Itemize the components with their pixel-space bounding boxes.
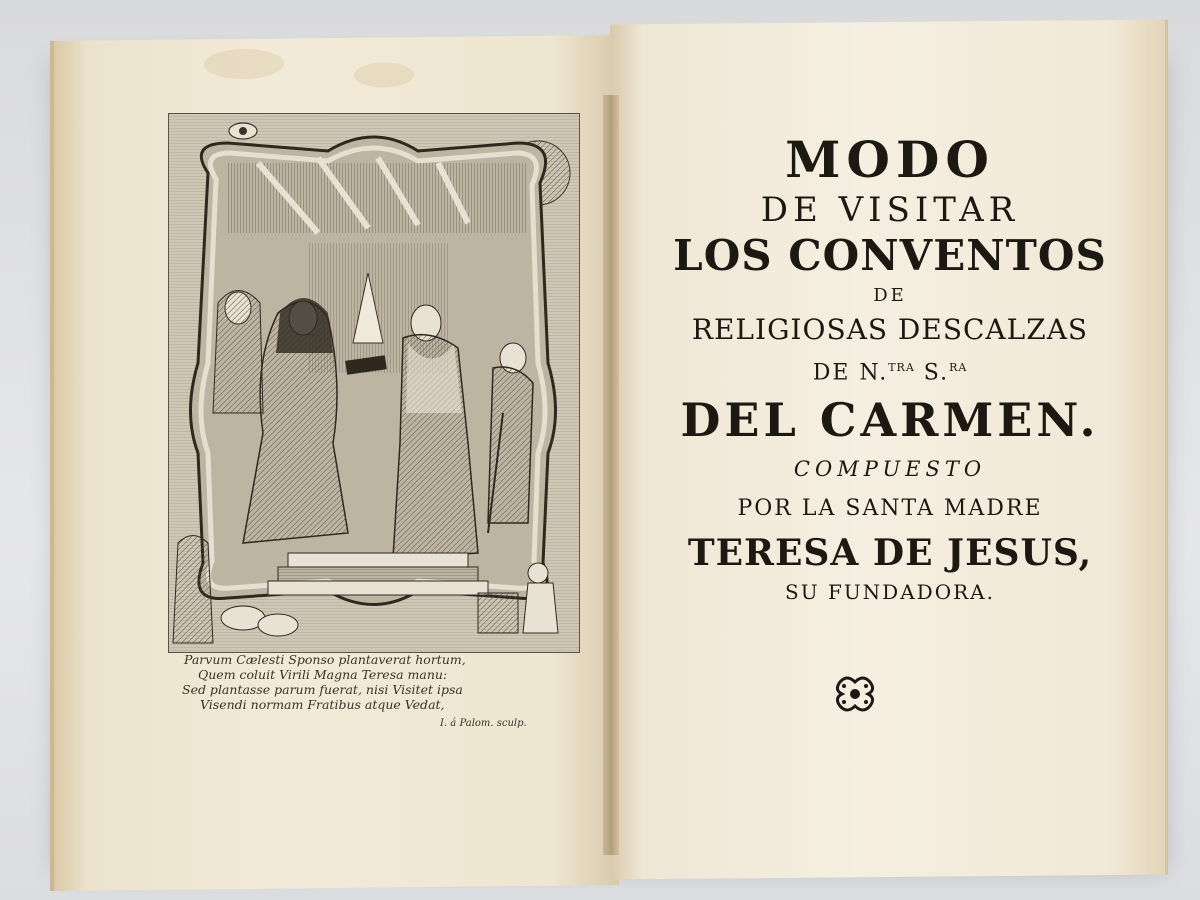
steps: [268, 553, 488, 595]
title-line-religiosas: RELIGIOSAS DESCALZAS: [691, 313, 1089, 346]
printers-ornament-icon: [832, 672, 878, 716]
nun-background-figure: [213, 291, 263, 414]
caption-line: Parvum Cælesti Sponso plantaverat hortum,: [184, 652, 466, 667]
title-line-fundadora: SU FUNDADORA.: [785, 580, 995, 605]
title-line-de: DE: [873, 285, 907, 306]
title-sra-prefix: S.: [914, 360, 950, 386]
frontispiece-engraving: [168, 113, 580, 653]
engraving-caption: [170, 652, 570, 729]
caption-line: Quem coluit Virili Magna Teresa manu:: [198, 667, 448, 682]
title-line-modo: MODO: [785, 130, 995, 189]
title-line-teresa: TERESA DE JESUS,: [687, 532, 1093, 575]
foxing-stain: [204, 49, 284, 80]
ceiling-beams: [228, 158, 528, 233]
title-sra-sup: RA: [949, 361, 968, 374]
engraver-signature: I. á Palom. sculp.: [440, 718, 527, 729]
title-page-text: [640, 130, 1140, 607]
book-spine: [603, 95, 619, 855]
title-line-de-visitar: DE VISITAR: [760, 190, 1020, 230]
title-nra-prefix: DE N.: [812, 360, 889, 386]
title-nra-sup: TRA: [888, 361, 915, 374]
caption-line: Visendi normam Fratibus atque Vedat,: [200, 697, 445, 712]
title-line-carmen: DEL CARMEN.: [680, 393, 1100, 448]
foxing-stain: [354, 62, 414, 88]
caption-line: Sed plantasse parum fuerat, nisi Visitet ipsa: [182, 682, 463, 697]
title-line-por: POR LA SANTA MADRE: [737, 496, 1043, 522]
title-line-conventos: LOS CONVENTOS: [673, 231, 1107, 280]
title-line-compuesto: COMPUESTO: [793, 457, 987, 482]
title-line-nuestra-senora: [640, 350, 1140, 391]
